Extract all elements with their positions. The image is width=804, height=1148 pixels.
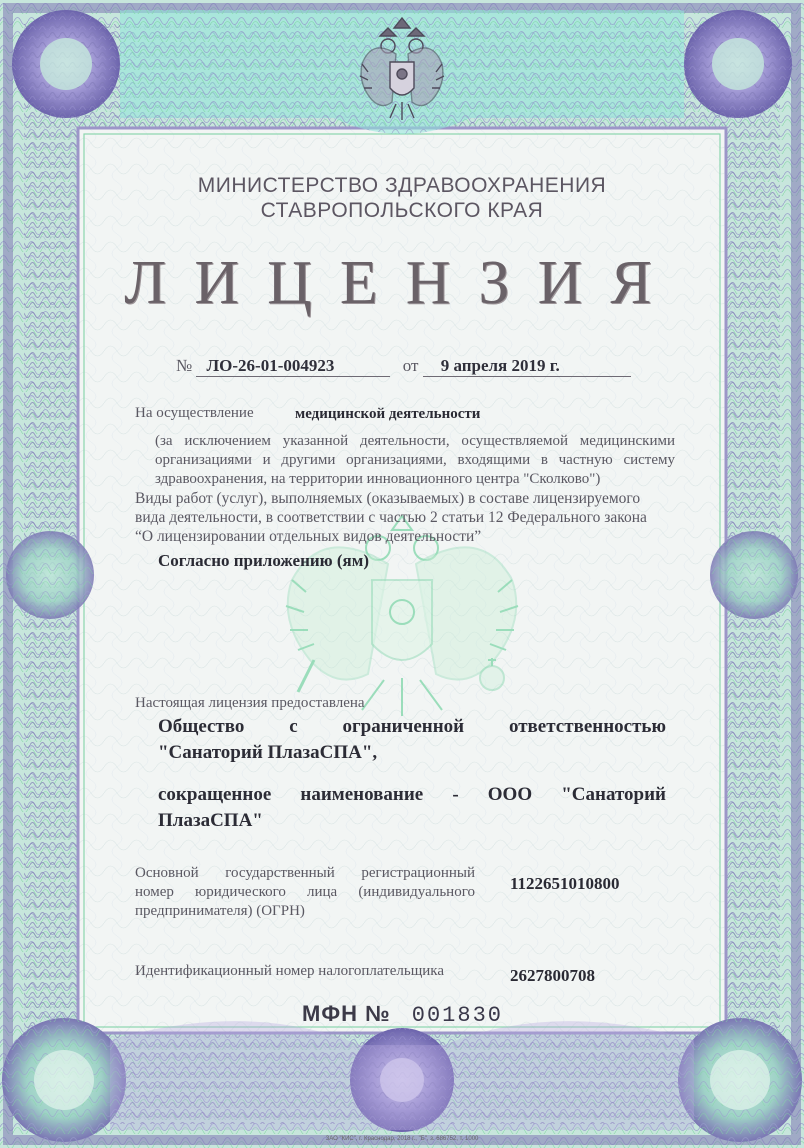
ministry-name-line2: СТАВРОПОЛЬСКОГО КРАЯ — [260, 199, 544, 222]
rosette-ornament-icon — [678, 1018, 802, 1142]
form-series: МФН № — [302, 1001, 391, 1026]
license-number-label: № — [176, 356, 193, 375]
holder-name-line2: "Санаторий ПлазаСПА", — [158, 742, 378, 763]
ministry-name-line1: МИНИСТЕРСТВО ЗДРАВООХРАНЕНИЯ — [197, 174, 607, 197]
holder-short-name-line1: сокращенное наименование - ООО "Санаторий — [158, 784, 666, 805]
ogrn-label-line3: предпринимателя) (ОГРН) — [135, 903, 305, 919]
activity-label: На осуществление — [135, 405, 254, 421]
form-number: 001830 — [411, 1003, 503, 1028]
holder-short-name-line2: ПлазаСПА" — [158, 810, 263, 831]
rosette-ornament-icon — [684, 10, 792, 118]
document-title: ЛИЦЕНЗИЯ — [124, 249, 680, 317]
license-date-label: от — [402, 356, 419, 375]
ogrn-label-line2: номер юридического лица (индивидуального — [135, 884, 475, 900]
license-date: 9 апреля 2019 г. — [423, 356, 631, 377]
works-label-line1: Виды работ (услуг), выполняемых (оказываемых) в составе лицензируемого — [135, 490, 641, 507]
inn-label: Идентификационный номер налогоплательщика — [135, 963, 445, 979]
inn-value: 2627800708 — [510, 966, 595, 985]
printer-imprint: ЗАО "КИС", г. Краснодар, 2018 г., "Б", з. 686752, т. 1000 — [325, 1136, 479, 1142]
ogrn-value: 1122651010800 — [510, 874, 620, 893]
holder-label: Настоящая лицензия предоставлена — [135, 695, 365, 711]
rosette-ornament-icon — [2, 1018, 126, 1142]
activity-exclusion-line1: (за исключением указанной деятельности, осуществляемой медицинскими — [155, 433, 675, 449]
ogrn-label-line1: Основной государственный регистрационный — [135, 865, 475, 881]
activity-exclusion-line3: здравоохранения, на территории инновационного центра "Сколково") — [155, 471, 601, 487]
form-series-number — [302, 1001, 503, 1028]
activity-exclusion-line2: организациями и другими организациями, входящими в частную систему — [155, 452, 675, 468]
works-label-line3: “О лицензировании отдельных видов деятельности” — [135, 528, 482, 545]
rosette-ornament-icon — [12, 10, 120, 118]
works-value: Согласно приложению (ям) — [158, 551, 369, 570]
license-number: ЛО-26-01-004923 — [196, 356, 390, 377]
activity-value: медицинской деятельности — [295, 406, 481, 422]
holder-name-line1: Общество с ограниченной ответственностью — [158, 716, 666, 737]
license-number-row — [176, 356, 631, 377]
works-label-line2: вида деятельности, в соответствии с частью 2 статьи 12 Федерального закона — [135, 509, 647, 526]
